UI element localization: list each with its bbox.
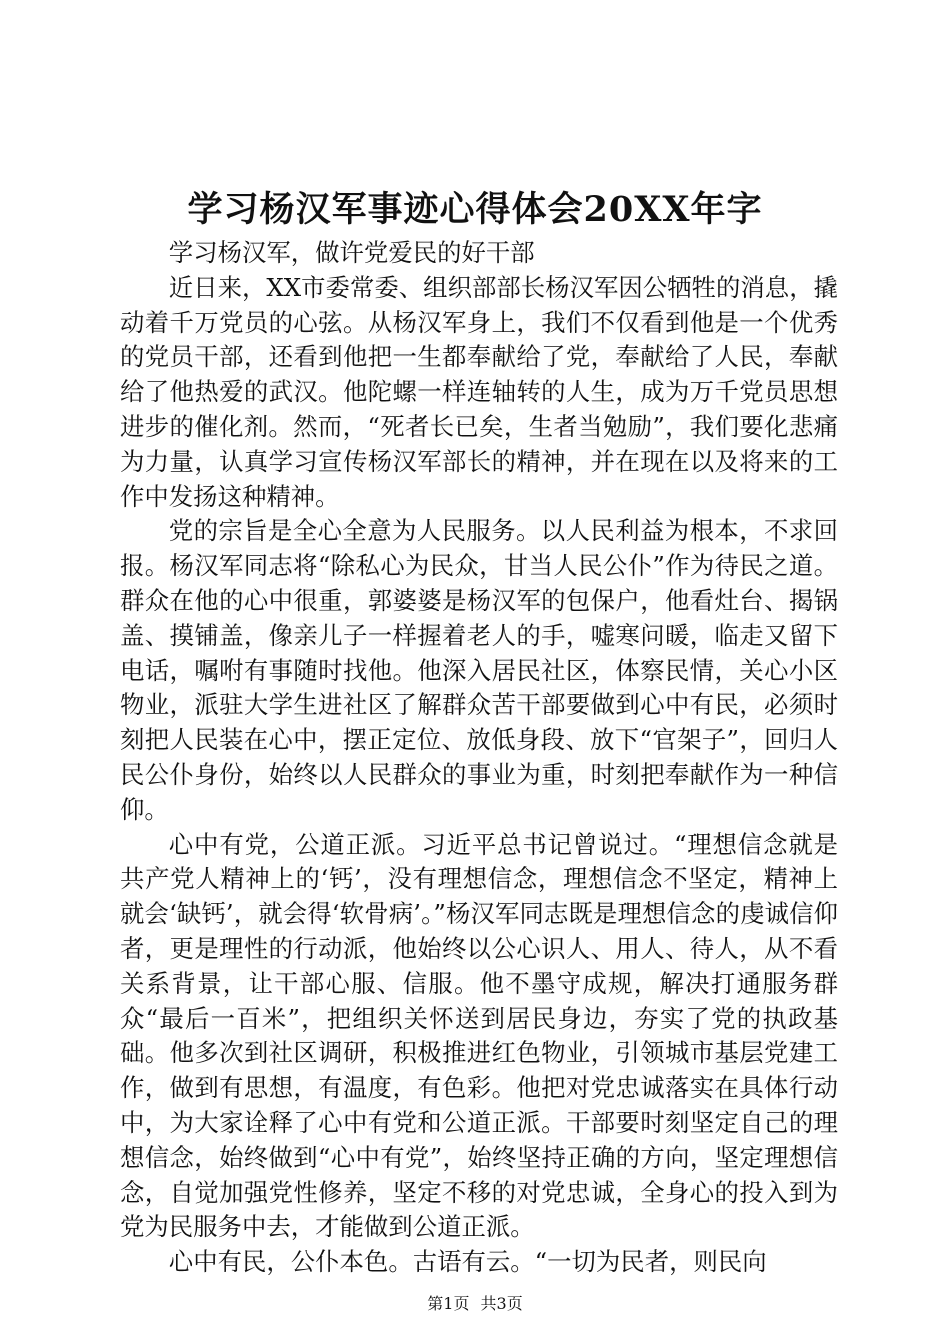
- document-title: 学习杨汉军事迹心得体会20XX年字: [187, 189, 763, 230]
- paragraph: 党的宗旨是全心全意为人民服务。以人民利益为根本，不求回报。杨汉军同志将“除私心为民众，甘当人民公仆”作为待民之道。群众在他的心中很重，郭婆婆是杨汉军的包保户，他看灶台、揭锅盖、摸铺盖，像亲儿子一样握着老人的手，嘘寒问暖，临走又留下电话，嘱咐有事随时找他。他深入居民社区，体察民情，关心小区物业，派驻大学生进社区了解群众苦干部要做到心中有民，必须时刻把人民装在心中，摆正定位、放低身段、放下“官架子”，回归人民公仆身份，始终以人民群众的事业为重，时刻把奉献作为一种信仰。: [120, 516, 838, 824]
- page-footer: [0, 1294, 950, 1314]
- page-number: 第1页: [427, 1294, 470, 1313]
- paragraph-subtitle: 学习杨汉军，做许党爱民的好干部: [168, 238, 535, 267]
- page-total: 共3页: [480, 1294, 523, 1313]
- paragraph: 近日来，XX市委常委、组织部部长杨汉军因公牺牲的消息，撬动着千万党员的心弦。从杨汉军身上，我们不仅看到他是一个优秀的党员干部，还看到他把一生都奉献给了党，奉献给了人民，奉献给了他热爱的武汉。他陀螺一样连轴转的人生，成为万千党员思想进步的催化剂。然而，“死者长已矣，生者当勉励”，我们要化悲痛为力量，认真学习宣传杨汉军部长的精神，并在现在以及将来的工作中发扬这种精神。: [120, 272, 838, 511]
- paragraph: 心中有党，公道正派。习近平总书记曾说过。“理想信念就是共产党人精神上的‘钙’，没有理想信念，理想信念不坚定，精神上就会‘缺钙’，就会得‘软骨病’。”杨汉军同志既是理想信念的虔诚信仰者，更是理性的行动派，他始终以公心识人、用人、待人，从不看关系背景，让干部心服、信服。他不墨守成规，解决打通服务群众“最后一百米”，把组织关怀送到居民身边，夯实了党的执政基础。他多次到社区调研，积极推进红色物业，引领城市基层党建工作，做到有思想，有温度，有色彩。他把对党忠诚落实在具体行动中，为大家诠释了心中有党和公道正派。干部要时刻坚定自己的理想信念，始终做到“心中有党”，始终坚持正确的方向，坚定理想信念，自觉加强党性修养，坚定不移的对党忠诚，全身心的投入到为党为民服务中去，才能做到公道正派。: [120, 829, 838, 1242]
- paragraph: 心中有民，公仆本色。古语有云。“一切为民者，则民向: [168, 1247, 767, 1277]
- document-body: [120, 236, 838, 1280]
